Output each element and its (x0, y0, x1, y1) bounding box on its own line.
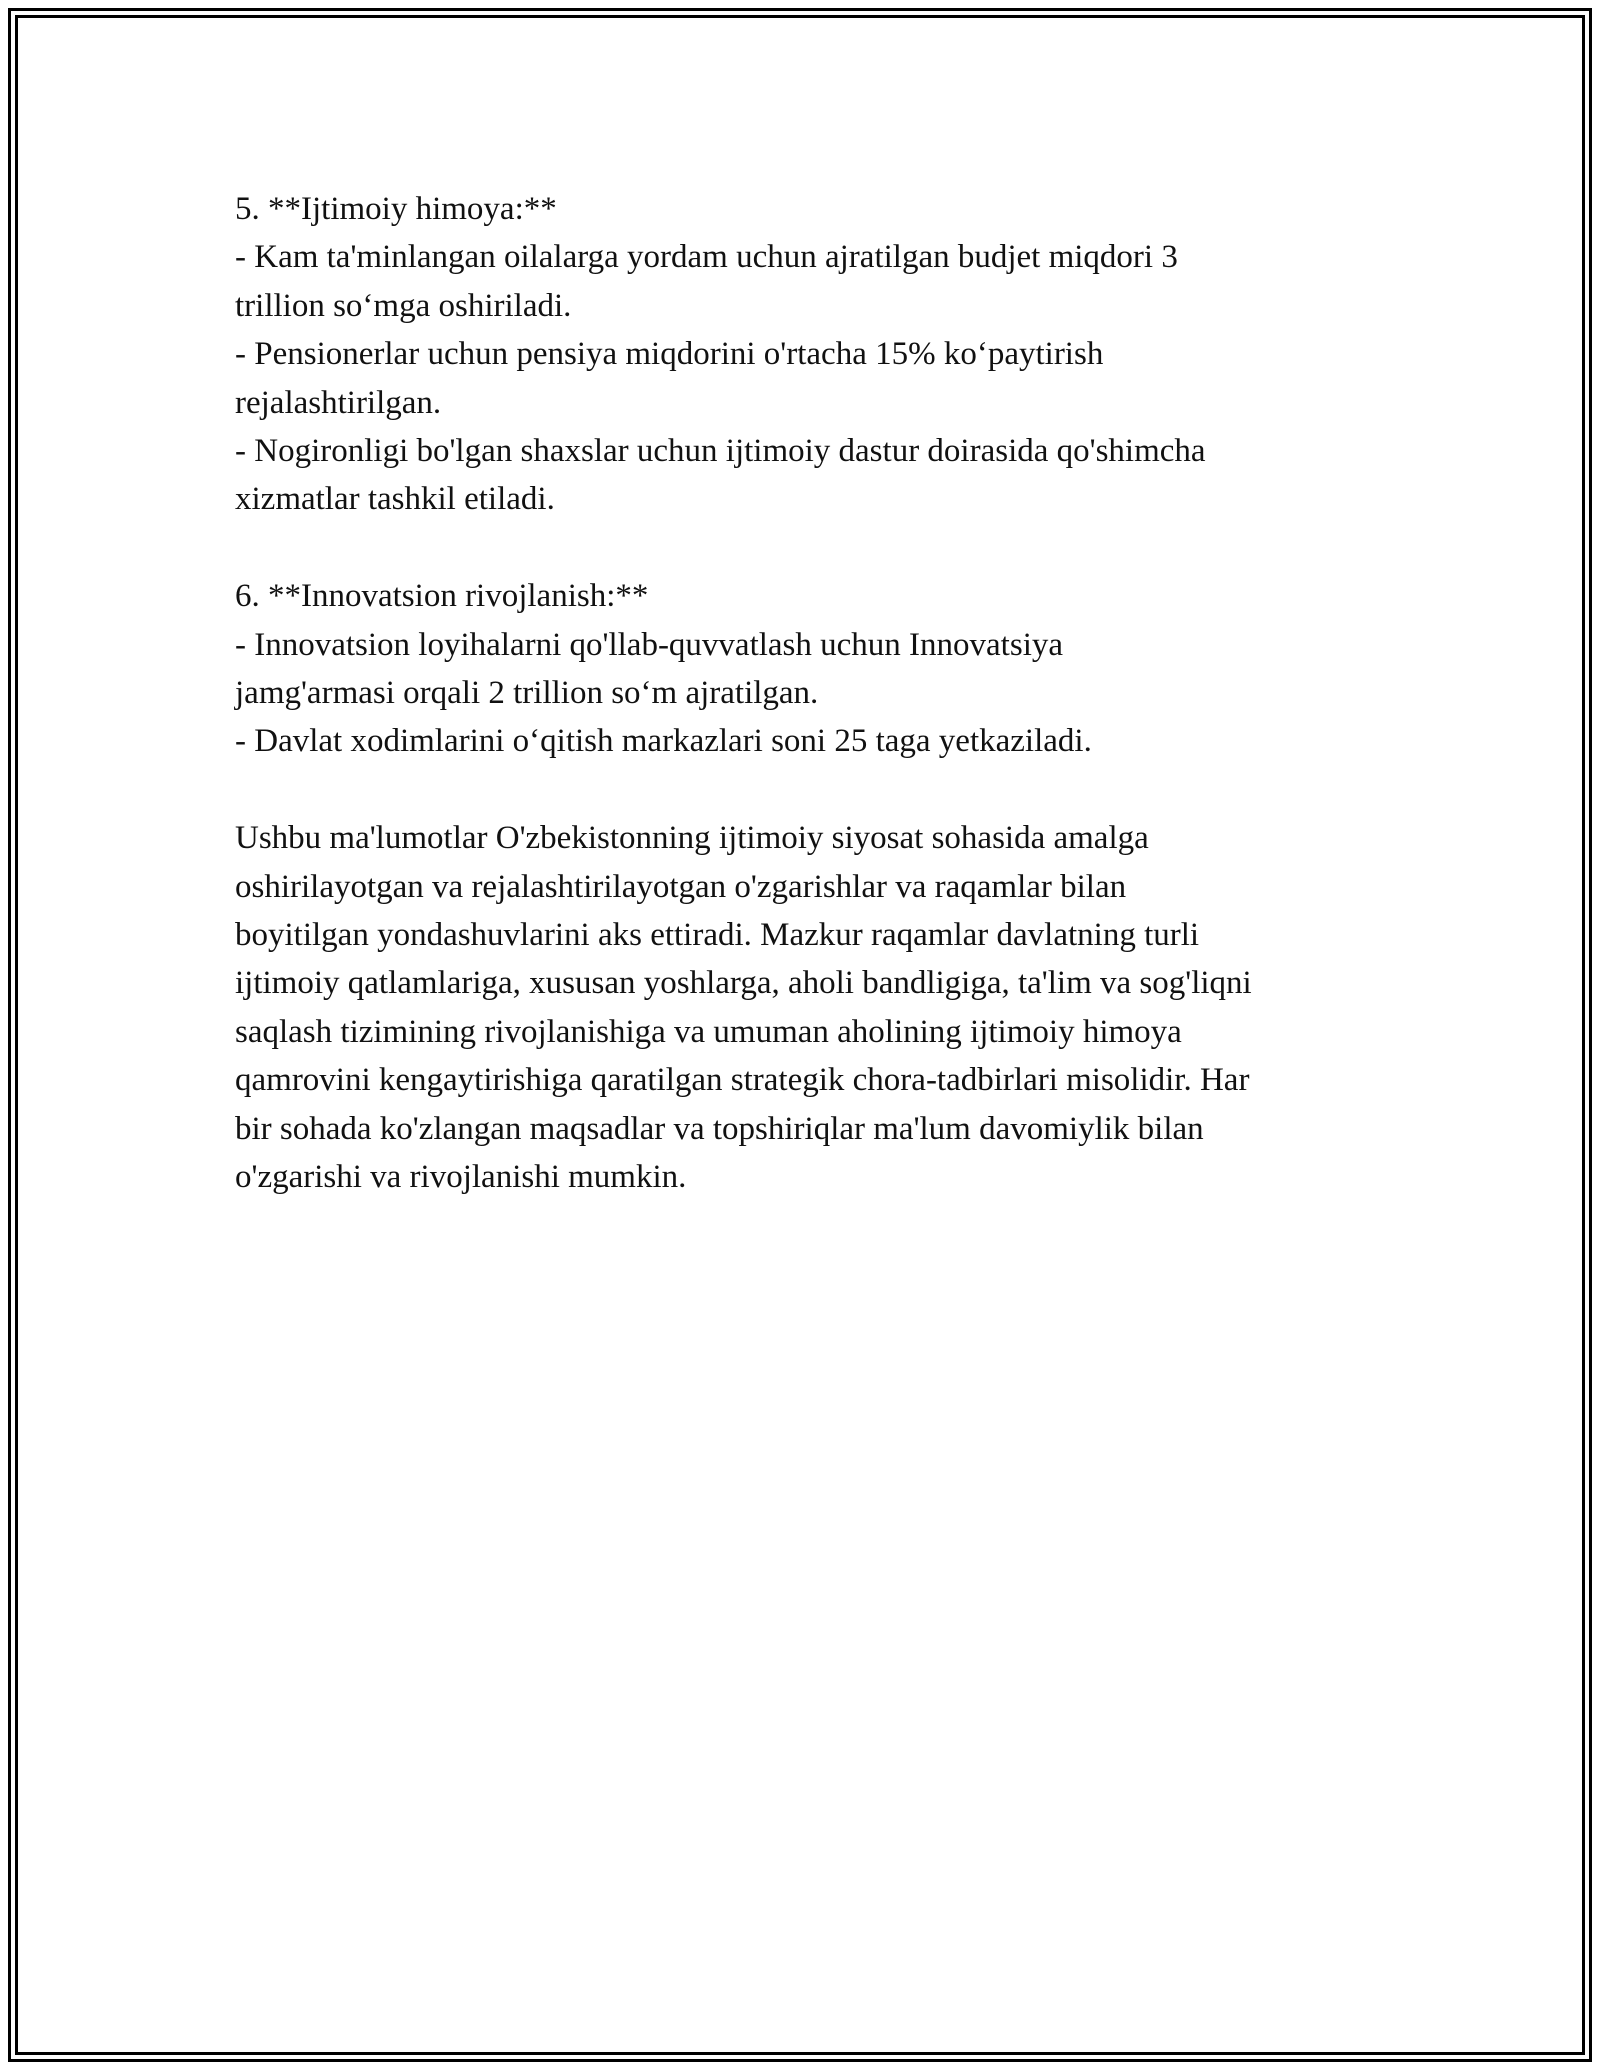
conclusion-line: Ushbu ma'lumotlar O'zbekistonning ijtimoiy siyosat sohasida amalga (235, 820, 1149, 857)
conclusion-line: boyitilgan yondashuvlarini aks ettiradi. Mazkur raqamlar davlatning turli (235, 917, 1200, 954)
section-5-heading: 5. **Ijtimoiy himoya:** (235, 191, 557, 227)
section-5-line: trillion so‘mga oshiriladi. (235, 287, 572, 324)
section-5-line: - Kam ta'minlangan oilalarga yordam uchun ajratilgan budjet miqdori 3 (235, 239, 1178, 276)
section-6 (235, 572, 1375, 766)
conclusion-line: saqlash tizimining rivojlanishiga va umuman aholining ijtimoiy himoya (235, 1013, 1182, 1050)
conclusion-line: bir sohada ko'zlangan maqsadlar va topshiriqlar ma'lum davomiylik bilan (235, 1110, 1204, 1147)
section-5-line: rejalashtirilgan. (235, 384, 442, 421)
conclusion-line: o'zgarishi va rivojlanishi mumkin. (235, 1159, 687, 1196)
section-5-line: - Nogironligi bo'lgan shaxslar uchun ijtimoiy dastur doirasida qo'shimcha (235, 433, 1206, 470)
section-6-line: - Davlat xodimlarini o‘qitish markazlari soni 25 taga yetkaziladi. (235, 723, 1092, 760)
section-5 (235, 185, 1375, 524)
conclusion-line: qamrovini kengaytirishiga qaratilgan strategik chora-tadbirlari misolidir. Har (235, 1062, 1250, 1099)
conclusion-paragraph (235, 814, 1375, 1201)
document-body (235, 185, 1375, 1202)
conclusion-line: ijtimoiy qatlamlariga, xususan yoshlarga, aholi bandligiga, ta'lim va sog'liqni (235, 965, 1252, 1002)
paragraph-spacer (235, 766, 1375, 814)
section-5-line: - Pensionerlar uchun pensiya miqdorini o'rtacha 15% ko‘paytirish (235, 336, 1104, 373)
section-6-heading: 6. **Innovatsion rivojlanish:** (235, 578, 649, 615)
section-6-line: - Innovatsion loyihalarni qo'llab-quvvatlash uchun Innovatsiya (235, 626, 1064, 663)
conclusion-line: oshirilayotgan va rejalashtirilayotgan o'zgarishlar va raqamlar bilan (235, 868, 1127, 905)
section-5-line: xizmatlar tashkil etiladi. (235, 481, 555, 518)
section-6-line: jamg'armasi orqali 2 trillion so‘m ajratilgan. (235, 675, 819, 712)
paragraph-spacer (235, 524, 1375, 572)
